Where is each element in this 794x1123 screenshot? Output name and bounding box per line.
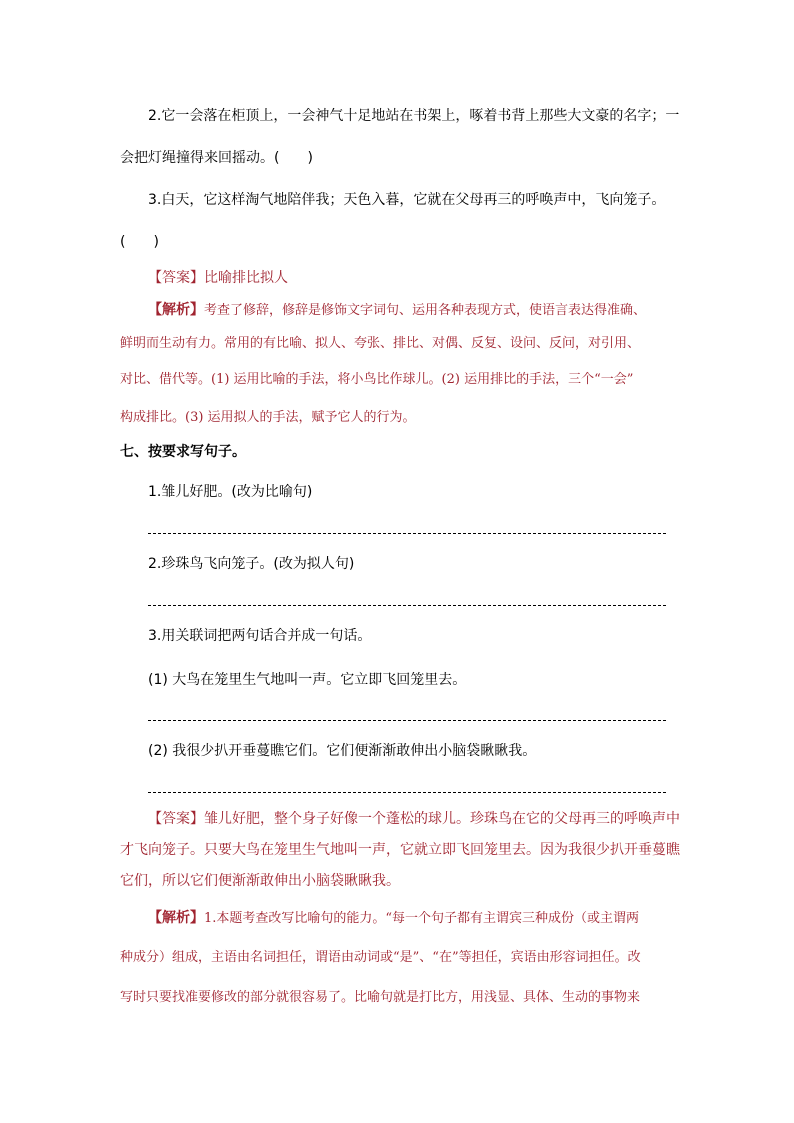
analysis-row-7-line1 [148, 908, 639, 929]
q7-3: 3.用关联词把两句话合并成一句话。 [148, 628, 372, 644]
answer-blank-1[interactable] [148, 533, 666, 534]
analysis-row-6-line1 [148, 300, 646, 321]
q7-2: 2.珍珠鸟飞向笼子。(改为拟人句) [148, 556, 355, 572]
answer-7-line2: 才飞向笼子。只要大鸟在笼里生气地叫一声，它就立即飞回笼里去。因为我很少扒开垂蔓瞧 [120, 842, 680, 858]
section7-heading: 七、按要求写句子。 [120, 444, 246, 460]
answer-tag: 【答案】 [148, 270, 204, 286]
answer-7-line3: 它们，所以它们便渐渐敢伸出小脑袋瞅瞅我。 [120, 873, 400, 889]
answer-blank-3[interactable] [148, 720, 666, 721]
analysis-7-line2: 种成分）组成，主语由名词担任，谓语由动词或“是”、“在”等担任，宾语由形容词担任。改 [120, 950, 641, 965]
q3-line2: ( ) [120, 234, 159, 250]
analysis-6-line2: 鲜明而生动有力。常用的有比喻、拟人、夸张、排比、对偶、反复、设问、反问，对引用、 [120, 336, 641, 351]
analysis-tag: 【解析】 [148, 302, 204, 318]
answer-text: 比喻排比拟人 [204, 270, 288, 286]
q7-1: 1.雏儿好肥。(改为比喻句) [148, 484, 313, 500]
answer-row-7-line1 [148, 809, 680, 829]
analysis-text: 考查了修辞，修辞是修饰文字词句、运用各种表现方式，使语言表达得准确、 [204, 303, 647, 318]
analysis-text: 1.本题考查改写比喻句的能力。“每一个句子都有主谓宾三种成份（或主谓两 [204, 911, 640, 926]
q2-line2: 会把灯绳撞得来回摇动。( ) [120, 150, 313, 166]
answer-blank-2[interactable] [148, 605, 666, 606]
q3-line1: 3.白天，它这样淘气地陪伴我；天色入暮，它就在父母再三的呼唤声中，飞向笼子。 [148, 192, 666, 208]
answer-tag: 【答案】 [148, 811, 204, 827]
q2-line1: 2.它一会落在柜顶上，一会神气十足地站在书架上，啄着书背上那些大文豪的名字；一 [148, 108, 680, 124]
analysis-7-line3: 写时只要找准要修改的部分就很容易了。比喻句就是打比方，用浅显、具体、生动的事物来 [120, 990, 641, 1005]
analysis-6-line4: 构成排比。(3) 运用拟人的手法，赋予它人的行为。 [120, 410, 416, 425]
answer-text: 雏儿好肥，整个身子好像一个蓬松的球儿。珍珠鸟在它的父母再三的呼唤声中 [204, 811, 680, 827]
analysis-tag: 【解析】 [148, 910, 204, 926]
analysis-6-line3: 对比、借代等。(1) 运用比喻的手法，将小鸟比作球儿。(2) 运用排比的手法，三个“一会” [120, 372, 634, 387]
answer-row-6 [148, 268, 288, 288]
q7-3-1: (1) 大鸟在笼里生气地叫一声。它立即飞回笼里去。 [148, 672, 467, 688]
answer-blank-4[interactable] [148, 792, 666, 793]
q7-3-2: (2) 我很少扒开垂蔓瞧它们。它们便渐渐敢伸出小脑袋瞅瞅我。 [148, 743, 537, 759]
